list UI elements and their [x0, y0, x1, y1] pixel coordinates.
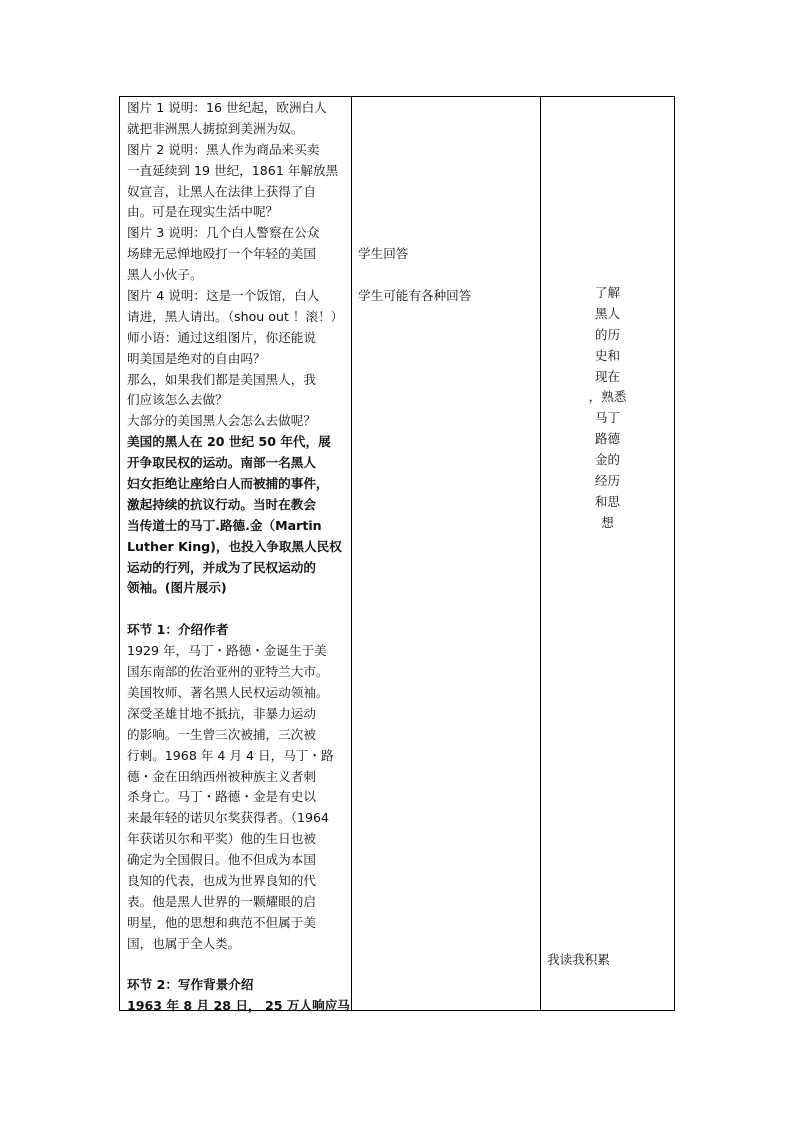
text-line: 妇女拒绝让座给白人而被捕的事件， [127, 476, 329, 492]
text-line: 环节 1：介绍作者 [127, 622, 229, 638]
text-line: 杀身亡。马丁・路德・金是有史以 [127, 789, 316, 805]
goal-line: 经历 [594, 473, 621, 489]
text-line: 美国牧师、著名黑人民权运动领袖。 [127, 684, 329, 700]
text-line: 美国的黑人在 20 世纪 50 年代，展 [127, 434, 331, 450]
blank-line [127, 955, 349, 976]
text-line: 场肆无忌惮地殴打一个年轻的美国 [127, 246, 316, 262]
text-line: Luther King)，也投入争取黑人民权 [127, 538, 342, 554]
text-line: 年获诺贝尔和平奖）他的生日也被 [127, 831, 316, 847]
goal-line: 现在 [594, 368, 621, 384]
text-line: 开争取民权的运动。南部一名黑人 [127, 455, 316, 471]
text-line: 当传道士的马丁.路德.金（Martin [127, 517, 322, 533]
text-line: 环节 2：写作背景介绍 [127, 977, 254, 993]
text-line: 图片 1 说明：16 世纪起，欧洲白人 [127, 100, 327, 115]
text-line: 一直延续到 19 世纪，1861 年解放黑 [127, 162, 339, 178]
goal-line: 和思 [594, 493, 621, 509]
text-line: 图片 4 说明：这是一个饭馆，白人 [127, 288, 320, 304]
goal-line: 路德 [594, 431, 621, 447]
text-line: 国，也属于全人类。 [127, 935, 241, 951]
text-line: 确定为全国假日。他不但成为本国 [127, 852, 316, 868]
text-line: 大部分的美国黑人会怎么去做呢？ [127, 413, 316, 429]
goal-line: 了解 [594, 285, 621, 300]
text-line: 们应该怎么去做？ [127, 392, 228, 408]
goal-line: 马丁 [594, 410, 621, 426]
student-activity-cell [352, 97, 541, 1010]
text-line: 那么，如果我们都是美国黑人，我 [127, 371, 316, 387]
lesson-plan-table [119, 96, 675, 1014]
text-line: 运动的行列，并成为了民权运动的 [127, 559, 316, 575]
text-line: 图片 3 说明：几个白人警察在公众 [127, 225, 320, 241]
text-line: 来最年轻的诺贝尔奖获得者。（1964 [127, 810, 330, 826]
blank-line [127, 599, 349, 620]
text-line: 的影响。一生曾三次被捕，三次被 [127, 726, 316, 742]
goal-line: ，熟悉 [588, 389, 627, 405]
text-line: 国东南部的佐治亚州的亚特兰大市。 [127, 664, 329, 680]
text-line: 良知的代表，也成为世界良知的代 [127, 872, 316, 888]
text-line: 行刺。1968 年 4 月 4 日，马丁・路 [127, 747, 334, 763]
teaching-process-cell [120, 97, 352, 1014]
text-line: 图片 2 说明：黑人作为商品来买卖 [127, 141, 320, 157]
goal-line: 的历 [594, 326, 621, 342]
text-line: 奴宣言，让黑人在法律上获得了自 [127, 183, 316, 199]
design-intent-text [541, 283, 674, 534]
text-line: 明美国是绝对的自由吗？ [127, 350, 266, 366]
text-line: 深受圣雄甘地不抵抗，非暴力运动 [127, 705, 316, 721]
text-line: 由。可是在现实生活中呢？ [127, 204, 279, 220]
text-line: 黑人小伙子。 [127, 267, 203, 283]
text-line: 1963 年 8 月 28 日， 25 万人响应马 [127, 998, 350, 1014]
goal-line: 黑人 [594, 305, 621, 321]
text-line: 明星，他的思想和典范不但属于美 [127, 914, 316, 930]
goal-line: 想 [601, 514, 614, 530]
text-line: 表。他是黑人世界的一颗耀眼的启 [127, 893, 316, 909]
design-intent-cell [541, 97, 674, 1010]
text-line: 请进，黑人请出。（shou out ！滚！） [127, 308, 344, 324]
student-answer-text: 学生回答 [358, 246, 409, 261]
goal-line: 金的 [594, 452, 621, 468]
text-line: 就把非洲黑人掳掠到美洲为奴。 [127, 120, 304, 136]
text-line: 激起持续的抗议行动。当时在教会 [127, 496, 316, 512]
text-line: 师小语：通过这组图片，你还能说 [127, 329, 316, 345]
read-and-accumulate-text: 我读我积累 [547, 952, 610, 967]
text-line: 领袖。(图片展示) [127, 580, 227, 596]
text-line: 德・金在田纳西州被种族主义者刺 [127, 768, 316, 784]
goal-line: 史和 [594, 347, 621, 363]
teaching-process-text [127, 98, 349, 1017]
student-various-answers-text: 学生可能有各种回答 [358, 288, 472, 303]
text-line: 1929 年，马丁・路德・金诞生于美 [127, 643, 327, 659]
